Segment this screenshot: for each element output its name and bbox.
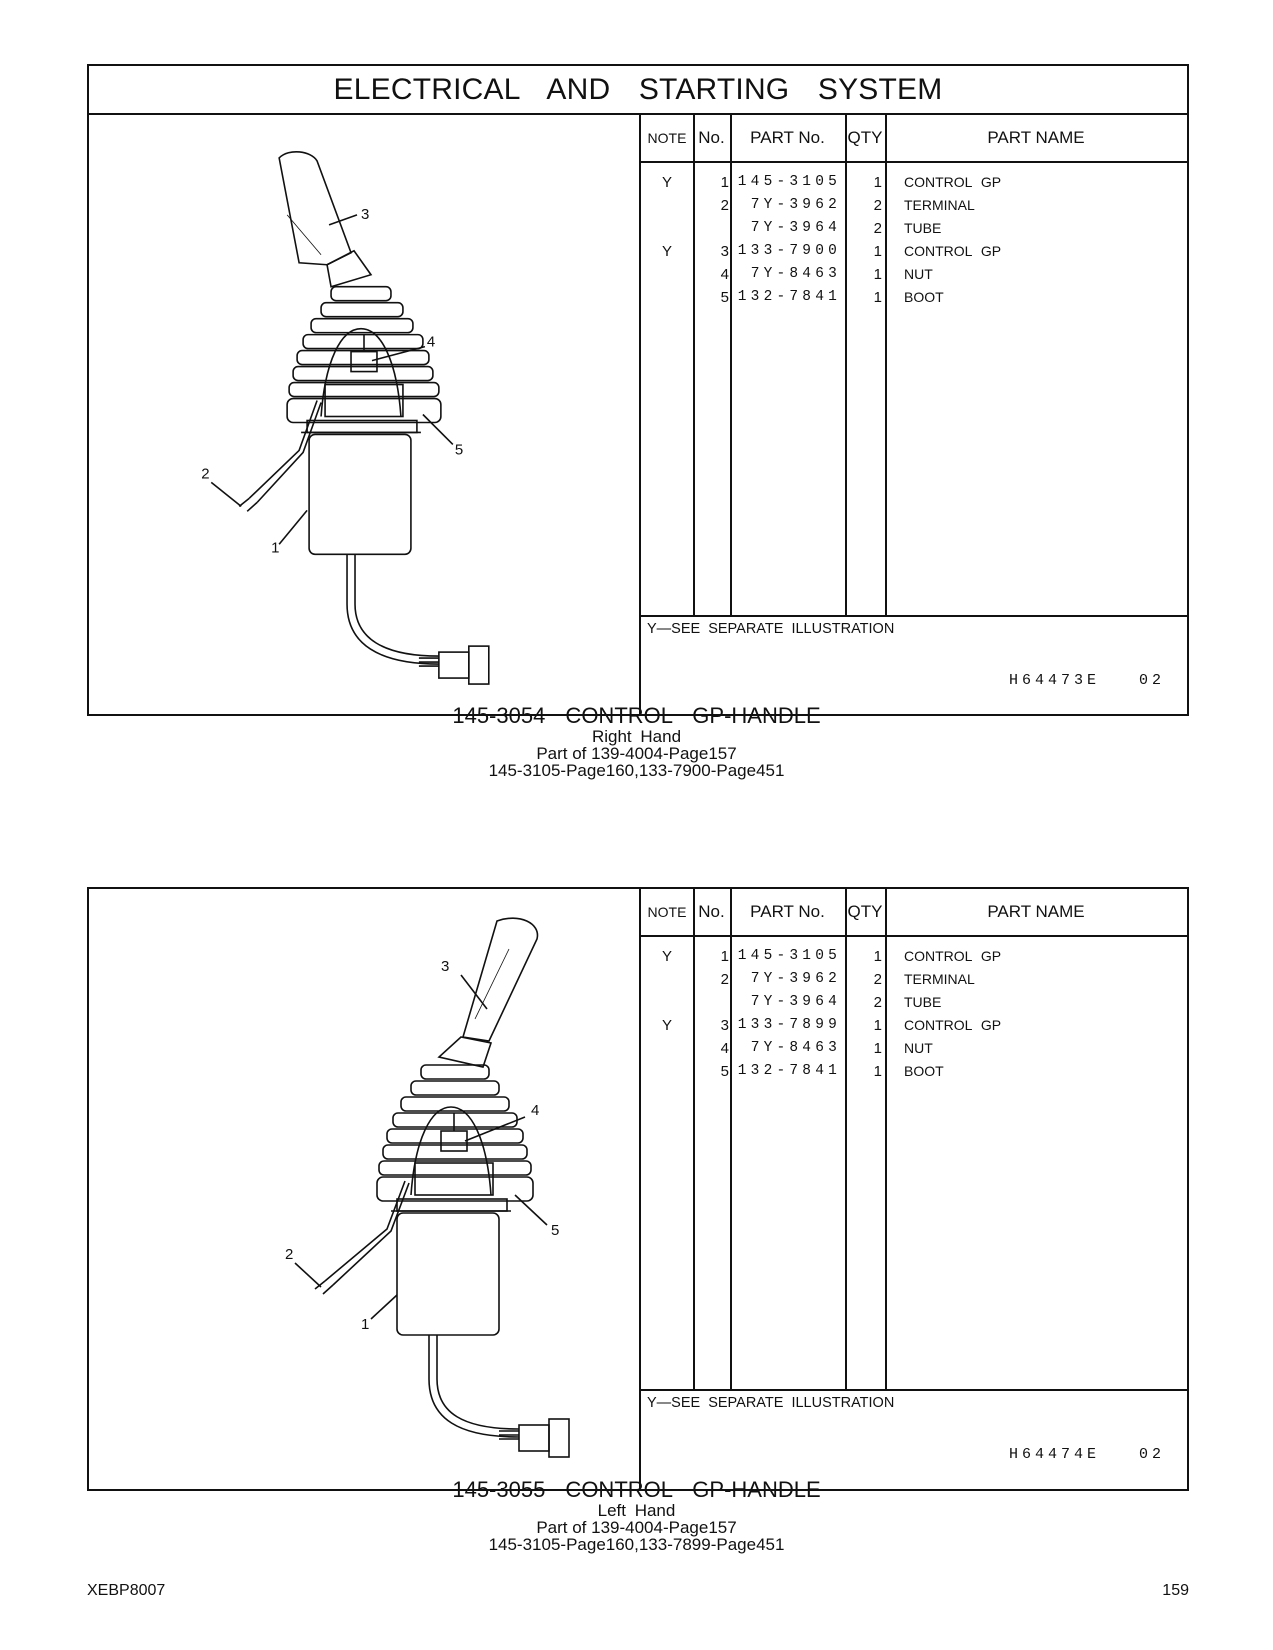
cell-qty: 1 (873, 1063, 882, 1080)
header-part-no: PART No. (750, 128, 825, 147)
table-row (641, 263, 1187, 286)
cell-part-name: CONTROL GP (904, 243, 1002, 259)
cell-qty: 1 (873, 1040, 882, 1057)
cell-part-name: NUT (904, 266, 933, 282)
caption-hand: Left Hand (597, 1501, 676, 1520)
cell-part-no: 7Y-3962 (750, 197, 841, 213)
table-footer (641, 615, 1187, 697)
table-row (641, 240, 1187, 263)
table-row (641, 1060, 1187, 1083)
cell-item-no: 2 (720, 971, 729, 988)
cell-part-name: CONTROL GP (904, 1017, 1002, 1033)
caption-hand: Right Hand (591, 727, 682, 746)
control-handle-drawing (89, 889, 639, 1489)
cell-qty: 2 (873, 994, 882, 1011)
table-row (641, 217, 1187, 240)
cell-part-no: 7Y-3962 (750, 971, 841, 987)
callout-2: 2 (285, 1246, 294, 1263)
cell-part-no: 145-3105 (737, 174, 841, 190)
cell-part-no: 132-7841 (737, 289, 841, 305)
parts-illustration (89, 115, 641, 714)
table-footer (641, 1389, 1187, 1471)
cell-qty: 1 (873, 948, 882, 965)
callout-5: 5 (551, 1222, 560, 1239)
cell-item-no: 1 (720, 174, 729, 191)
caption-title: 145-3054 CONTROL GP-HANDLE (452, 703, 821, 728)
parts-illustration (89, 889, 641, 1489)
parts-table (641, 889, 1187, 1489)
cell-note: Y (661, 174, 672, 191)
parts-panel-right-hand (87, 64, 1189, 716)
cell-part-no: 145-3105 (737, 948, 841, 964)
callout-1: 1 (271, 539, 280, 557)
cell-part-name: BOOT (904, 1063, 944, 1079)
cell-item-no: 5 (720, 1063, 729, 1080)
parts-panel-left-hand (87, 887, 1189, 1491)
cell-part-no: 133-7899 (737, 1017, 841, 1033)
caption-part-of: Part of 139-4004-Page157 (536, 744, 737, 763)
cell-qty: 1 (873, 243, 882, 260)
cell-qty: 2 (873, 197, 882, 214)
cell-note: Y (661, 1017, 672, 1034)
page-title: ELECTRICAL AND STARTING SYSTEM (89, 66, 1187, 115)
table-rows (641, 171, 1187, 309)
cell-part-no: 7Y-8463 (750, 266, 841, 282)
table-rows (641, 945, 1187, 1083)
control-handle-drawing (89, 115, 639, 714)
table-row (641, 194, 1187, 217)
cell-note: Y (661, 243, 672, 260)
cell-qty: 2 (873, 971, 882, 988)
header-qty: QTY (847, 902, 883, 921)
header-qty: QTY (847, 128, 883, 147)
parts-table (641, 115, 1187, 714)
table-row (641, 945, 1187, 968)
cell-part-no: 132-7841 (737, 1063, 841, 1079)
caption-refs: 145-3105-Page160,133-7900-Page451 (488, 761, 785, 780)
header-part-no: PART No. (750, 902, 825, 921)
cell-item-no: 5 (720, 289, 729, 306)
table-header (641, 115, 1187, 163)
cell-part-no: 7Y-3964 (750, 220, 841, 236)
header-no: No. (698, 128, 725, 147)
header-note: NOTE (647, 130, 687, 146)
panel-body (89, 889, 1187, 1489)
cell-part-name: BOOT (904, 289, 944, 305)
cell-item-no: 4 (720, 1040, 729, 1057)
cell-part-name: TUBE (904, 220, 942, 236)
callout-3: 3 (361, 205, 370, 223)
legend-note: Y—SEE SEPARATE ILLUSTRATION (647, 621, 895, 637)
cell-part-name: TERMINAL (904, 971, 975, 987)
callout-1: 1 (361, 1316, 370, 1333)
header-part-name: PART NAME (987, 128, 1085, 147)
cell-part-name: CONTROL GP (904, 948, 1002, 964)
callout-4: 4 (531, 1102, 540, 1119)
callout-5: 5 (454, 441, 464, 459)
callout-4: 4 (426, 333, 436, 351)
cell-qty: 1 (873, 289, 882, 306)
table-row (641, 968, 1187, 991)
table-header (641, 889, 1187, 937)
cell-item-no: 1 (720, 948, 729, 965)
cell-part-no: 7Y-3964 (750, 994, 841, 1010)
cell-qty: 2 (873, 220, 882, 237)
legend-note: Y—SEE SEPARATE ILLUSTRATION (647, 1395, 895, 1411)
table-row (641, 1014, 1187, 1037)
table-row (641, 991, 1187, 1014)
cell-part-no: 7Y-8463 (750, 1040, 841, 1056)
cell-part-no: 133-7900 (737, 243, 841, 259)
table-row (641, 1037, 1187, 1060)
caption-right-hand (0, 704, 1273, 779)
cell-qty: 1 (873, 1017, 882, 1034)
cell-qty: 1 (873, 174, 882, 191)
caption-left-hand (0, 1478, 1273, 1553)
cell-item-no: 2 (720, 197, 729, 214)
cell-item-no: 3 (720, 243, 729, 260)
cell-part-name: TERMINAL (904, 197, 975, 213)
cell-item-no: 4 (720, 266, 729, 283)
document-id: XEBP8007 (87, 1582, 166, 1599)
table-row (641, 286, 1187, 309)
panel-body (89, 115, 1187, 714)
table-row (641, 171, 1187, 194)
illustration-reference: H64473E 02 (1008, 672, 1165, 689)
caption-title: 145-3055 CONTROL GP-HANDLE (452, 1477, 821, 1502)
cell-qty: 1 (873, 266, 882, 283)
header-part-name: PART NAME (987, 902, 1085, 921)
illustration-reference: H64474E 02 (1008, 1446, 1165, 1463)
cell-item-no: 3 (720, 1017, 729, 1034)
cell-part-name: NUT (904, 1040, 933, 1056)
caption-refs: 145-3105-Page160,133-7899-Page451 (488, 1535, 785, 1554)
cell-part-name: TUBE (904, 994, 942, 1010)
cell-part-name: CONTROL GP (904, 174, 1002, 190)
header-note: NOTE (647, 904, 687, 920)
cell-note: Y (661, 948, 672, 965)
callout-3: 3 (441, 958, 450, 975)
callout-2: 2 (201, 465, 210, 483)
header-no: No. (698, 902, 725, 921)
page-number: 159 (1162, 1582, 1189, 1599)
caption-part-of: Part of 139-4004-Page157 (536, 1518, 737, 1537)
